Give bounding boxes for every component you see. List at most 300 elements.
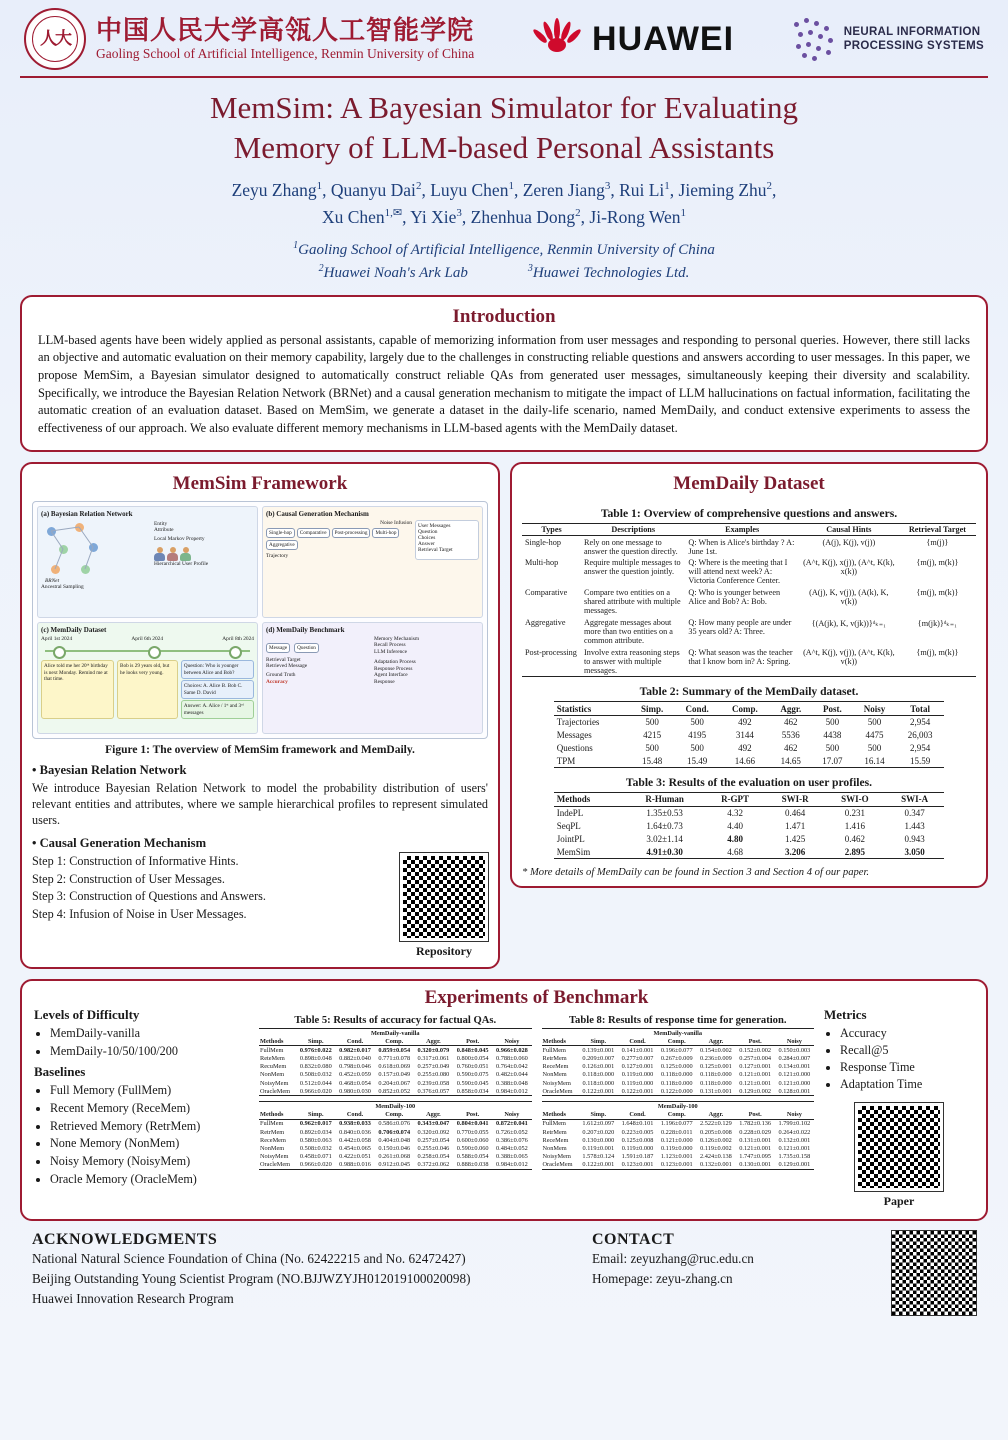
t8h-r5-c6: 0.129±0.001 [775, 1161, 814, 1170]
fig-d-retrieval-target: Retrieval Target [266, 656, 301, 663]
t3-r2-c0: JointPL [556, 833, 585, 844]
t8v-r2-c3: 0.125±0.000 [660, 1063, 693, 1071]
t5h-r5-c6: 0.984±0.012 [492, 1161, 531, 1170]
t5h-r3-c6: 0.484±0.052 [495, 1144, 528, 1152]
acknowledgments-block [32, 1231, 592, 1308]
t5v-r5-c2: 0.980±0.030 [335, 1087, 374, 1096]
t5v-r5-c4: 0.376±0.057 [414, 1087, 453, 1096]
t5h-r4-c3: 0.261±0.068 [378, 1153, 411, 1161]
t2-r2-c2: 500 [690, 742, 704, 753]
affiliation-3: $^3$Huawei Technologies Ltd. [527, 263, 690, 282]
t8v-r2-c1: 0.126±0.001 [582, 1063, 615, 1071]
title-block [14, 78, 994, 287]
t8h-r1-c0: RetrMem [542, 1128, 567, 1136]
t5h-r2-c1: 0.580±0.063 [299, 1136, 332, 1144]
t5h-r0-c0: FullMem [260, 1120, 284, 1128]
t1-r0-c0: Single-hop [525, 537, 561, 547]
t5h-r2-c3: 0.404±0.048 [378, 1136, 411, 1144]
t5h-r0-c2: 0.938±0.033 [339, 1120, 371, 1128]
fig-b-postproc: Post-processing [332, 528, 371, 538]
t3-r3-c3: 3.206 [766, 845, 825, 858]
table-row [522, 587, 976, 617]
fig-d-adaptation-process: Adaptation Process [374, 658, 416, 665]
t1-h4: Retrieval Target [899, 523, 976, 536]
t8v-r1-c0: RetrMem [542, 1055, 567, 1063]
t5v-r3-c5: 0.590±0.075 [456, 1071, 489, 1079]
t8h-r0-c3: 1.196±0.077 [660, 1120, 693, 1128]
table-row [542, 1136, 815, 1144]
t5h-r3-c5: 0.590±0.060 [456, 1144, 489, 1152]
t2-r3-c3: 14.66 [720, 754, 770, 767]
table-2-header-row [554, 702, 944, 716]
t8-group-100: MemDaily-100 [542, 1102, 815, 1111]
t1-r3-c1: Aggregate messages about more than two entities on a common attribute. [584, 618, 673, 646]
t5v-r5-c3: 0.852±0.052 [375, 1087, 414, 1096]
t3-r3-c0: MemSim [554, 845, 625, 858]
t8b-h4: Aggr. [696, 1111, 735, 1120]
t5v-r1-c0: ReteMem [260, 1055, 285, 1063]
table-1-header-row [522, 523, 976, 536]
t8-h5: Post. [736, 1037, 775, 1046]
metric-item: • Adaptation Time [840, 1076, 974, 1093]
table-row [259, 1119, 532, 1128]
t8-h0: Methods [542, 1037, 579, 1046]
paper-title-line-1: MemSim: A Bayesian Simulator for Evaluating [209, 90, 799, 125]
t8h-r1-c4: 0.205±0.008 [700, 1128, 732, 1136]
t8-h4: Aggr. [696, 1037, 735, 1046]
table-row [542, 1153, 815, 1161]
t5v-r0-c3: 0.859±0.054 [378, 1046, 411, 1054]
t2-r3-c5: 17.07 [812, 754, 853, 767]
t2-r1-c7: 26,003 [907, 730, 933, 741]
t5b-h2: Cond. [335, 1111, 374, 1120]
t8h-r5-c3: 0.123±0.001 [657, 1161, 696, 1170]
t5v-r3-c1: 0.508±0.032 [299, 1071, 332, 1079]
difficulty-item: • MemDaily-10/50/100/200 [50, 1043, 249, 1061]
t3-h3: SWI-R [766, 793, 825, 807]
t5b-h5: Post. [453, 1111, 492, 1120]
experiments-right-column [824, 983, 974, 1209]
t3-r1-c1: 1.64±0.73 [646, 821, 683, 832]
t5v-r3-c6: 0.482±0.044 [495, 1071, 528, 1079]
fig-b-trajectory: Trajectory [266, 553, 289, 560]
t8v-r2-c2: 0.127±0.001 [621, 1063, 654, 1071]
figure-panel-c-label: (c) MemDaily Dataset [41, 625, 107, 634]
t8-h2: Cond. [618, 1037, 657, 1046]
t5h-r3-c1: 0.508±0.032 [299, 1144, 332, 1152]
t8v-r1-c6: 0.284±0.007 [778, 1055, 811, 1063]
neurips-network-icon [790, 16, 836, 62]
fig-b-retrieval-target: Retrieval Target [418, 546, 453, 553]
t1-r0-c2: Q: When is Alice's birthday ? A: June 1st. [688, 537, 795, 556]
t5h-r0-c4: 0.343±0.047 [417, 1120, 450, 1128]
t8v-r2-c4: 0.125±0.001 [700, 1063, 732, 1071]
fig-b-comparative: Comparative [297, 528, 330, 538]
t8v-r4-c0: NoisyMem [542, 1079, 571, 1087]
t3-r1-c5: 1.443 [904, 821, 925, 832]
t2-r2-c3: 492 [738, 742, 752, 753]
t1-r2-c1: Compare two entities on a shared attribute with multiple messages. [584, 588, 681, 616]
fig-d-message: Message [266, 643, 290, 653]
t2-r0-c0: Trajectories [556, 717, 600, 728]
fig-b-question: Question [418, 528, 438, 535]
t8v-r0-c0: FullMem [542, 1046, 566, 1054]
table-row [522, 536, 976, 557]
table-row [542, 1161, 815, 1170]
t5h-r2-c2: 0.442±0.058 [339, 1136, 371, 1144]
contact-block [592, 1231, 892, 1289]
t8v-r3-c6: 0.121±0.000 [778, 1071, 811, 1079]
table-row [554, 820, 944, 833]
difficulty-item: • MemDaily-vanilla [50, 1025, 249, 1043]
experiments-middle-column [259, 983, 814, 1209]
fig-d-ground-truth: Ground Truth [266, 672, 296, 678]
t8h-r0-c1: 1.612±0.097 [582, 1120, 615, 1128]
contact-homepage[interactable]: Homepage: zeyu-zhang.cn [592, 1271, 733, 1287]
t1-h2: Examples [685, 523, 799, 536]
t1-h3: Causal Hints [799, 523, 899, 536]
paper-qr-block[interactable] [824, 1103, 974, 1209]
brnet-heading: • Bayesian Relation Network [32, 762, 187, 777]
t5v-r1-c3: 0.771±0.078 [378, 1055, 411, 1063]
t1-r4-c2: Q: What season was the teacher that I know born in? A: Spring. [685, 646, 799, 676]
fig-b-aggregative: Aggregative [266, 540, 298, 550]
fig-d-response-process: Response Process [374, 665, 413, 672]
t2-r1-c4: 5536 [781, 730, 800, 741]
t8b-h1: Simp. [579, 1111, 618, 1120]
t5h-r5-c4: 0.372±0.062 [414, 1161, 453, 1170]
t1-r3-c2: Q: How many people are under 35 years old? A: Three. [688, 618, 792, 637]
baseline-item: • Oracle Memory (OracleMem) [50, 1171, 249, 1189]
t8h-r5-c2: 0.123±0.001 [618, 1161, 657, 1170]
t8v-r1-c1: 0.209±0.007 [582, 1055, 615, 1063]
fig-a-item-sampling: Ancestral Sampling [41, 583, 84, 590]
t8v-r0-c6: 0.150±0.003 [778, 1046, 811, 1054]
t8h-r2-c5: 0.131±0.001 [739, 1136, 772, 1144]
table-row [542, 1071, 815, 1079]
table-row [259, 1144, 532, 1152]
t8v-r5-c5: 0.129±0.002 [736, 1087, 775, 1096]
table-row [259, 1079, 532, 1087]
t2-r1-c3: 3144 [735, 730, 754, 741]
t3-r0-c4: 0.231 [844, 808, 865, 819]
table-row [554, 715, 944, 728]
t8v-r4-c2: 0.119±0.000 [621, 1079, 654, 1087]
brnet-body: We introduce Bayesian Relation Network to model the probability distribution of users' relevant entities and attributes, where we sample hierarchical profiles to represent simulated users. [32, 780, 488, 828]
table-3 [554, 792, 944, 859]
t2-r1-c2: 4195 [688, 730, 707, 741]
introduction-title: Introduction [452, 305, 556, 327]
table-row [522, 646, 976, 676]
table-1-caption: Table 1: Overview of comprehensive questions and answers. [600, 506, 898, 520]
ack-line: Huawei Innovation Research Program [32, 1290, 234, 1306]
t8h-r4-c4: 2.424±0.138 [700, 1153, 732, 1161]
table-8-memdaily100 [542, 1101, 815, 1170]
t2-r1-c6: 4475 [865, 730, 884, 741]
table-row [522, 617, 976, 647]
table-row [554, 832, 944, 845]
t8h-r3-c4: 0.119±0.002 [700, 1144, 732, 1152]
table-row [259, 1054, 532, 1062]
t3-h4: SWI-O [825, 793, 885, 807]
t8h-r2-c4: 0.126±0.002 [700, 1136, 732, 1144]
t5h-r4-c1: 0.458±0.071 [299, 1153, 332, 1161]
t1-h0: Types [522, 523, 581, 536]
experiments-section [20, 979, 988, 1221]
t3-r2-c1: 3.02±1.14 [646, 833, 683, 844]
fig-c-message-2: Bob is 29 years old, but he looks very young. [117, 660, 178, 719]
t2-r0-c5: 500 [825, 717, 840, 728]
table-row [554, 806, 944, 819]
t8b-h2: Cond. [618, 1111, 657, 1120]
t8-h1: Simp. [579, 1037, 618, 1046]
t5h-r3-c3: 0.150±0.046 [378, 1144, 411, 1152]
t5v-r2-c1: 0.832±0.080 [299, 1063, 332, 1071]
fig-c-message-1: Alice told me her 20ᵗʰ birthday is next Monday. Remind me at that time. [41, 660, 114, 719]
fig-b-answer: Answer [418, 540, 435, 547]
t8v-r4-c6: 0.121±0.000 [778, 1079, 811, 1087]
introduction-section [20, 295, 988, 452]
t8h-r1-c3: 0.228±0.011 [660, 1128, 693, 1136]
brnet-caption: BRNet [45, 577, 60, 584]
table-row [554, 845, 944, 858]
t1-r0-c4: {m(j)} [926, 537, 949, 547]
fig-b-choices: Choices [418, 534, 436, 541]
t5v-r1-c4: 0.317±0.061 [417, 1055, 450, 1063]
t5v-r2-c0: RecuMem [260, 1063, 287, 1071]
t5v-r5-c1: 0.966±0.020 [296, 1087, 335, 1096]
huawei-wordmark: HUAWEI [592, 19, 735, 58]
t8v-r3-c2: 0.119±0.000 [621, 1071, 654, 1079]
t5v-r2-c4: 0.257±0.049 [417, 1063, 450, 1071]
t2-h4: Aggr. [770, 702, 812, 716]
t8h-r2-c1: 0.130±0.000 [582, 1136, 615, 1144]
t8h-r4-c5: 1.747±0.095 [739, 1153, 772, 1161]
table-8-block [542, 1011, 815, 1170]
t2-r2-c5: 500 [825, 742, 840, 753]
t3-r1-c0: SeqPL [556, 821, 581, 832]
t8v-r2-c0: ReceMem [542, 1063, 569, 1071]
t5h-r1-c3: 0.706±0.074 [378, 1128, 411, 1136]
repository-qr-label: Repository [416, 943, 472, 958]
t1-r1-c3: (A^t, K(j), x(j)), (A^t, K(k), x(k)) [803, 558, 895, 577]
baseline-item: • None Memory (NonMem) [50, 1135, 249, 1153]
repository-qr-code[interactable] [400, 853, 488, 941]
framework-section [20, 462, 500, 969]
t1-r0-c1: Rely on one message to answer the question directly. [584, 537, 678, 556]
t5-h0: Methods [259, 1037, 296, 1046]
brnet-heading-text: Bayesian Relation Network [39, 762, 187, 777]
t5b-h6: Noisy [492, 1111, 531, 1120]
t5h-r2-c4: 0.257±0.054 [417, 1136, 450, 1144]
t8v-r4-c5: 0.121±0.001 [739, 1079, 772, 1087]
table-row [259, 1153, 532, 1161]
t3-r1-c4: 1.416 [844, 821, 865, 832]
contact-email[interactable]: Email: zeyuzhang@ruc.edu.cn [592, 1251, 754, 1267]
t8h-r0-c6: 1.799±0.102 [778, 1120, 811, 1128]
memdaily-footnote: * More details of MemDaily can be found in Section 3 and Section 4 of our paper. [522, 867, 870, 878]
t8h-r1-c2: 0.223±0.005 [621, 1128, 654, 1136]
t2-h3: Comp. [720, 702, 770, 716]
t5v-r3-c4: 0.255±0.080 [417, 1071, 450, 1079]
table-row [259, 1136, 532, 1144]
table-2-caption: Table 2: Summary of the MemDaily dataset. [639, 685, 859, 699]
t5h-r1-c6: 0.726±0.052 [495, 1128, 528, 1136]
fig-b-noise: Noise Infusion [380, 519, 412, 526]
footer-qr-block[interactable] [892, 1231, 976, 1315]
table-5-caption: Table 5: Results of accuracy for factual QAs. [294, 1014, 497, 1026]
ruc-seal-glyph: 人大 [40, 29, 70, 49]
t5-group-vanilla: MemDaily-vanilla [259, 1028, 532, 1037]
t5h-r1-c4: 0.320±0.092 [417, 1128, 450, 1136]
cgm-step-3: Step 3: Construction of Questions and Answers. [32, 889, 266, 904]
t3-r3-c5: 3.050 [885, 845, 944, 858]
t5v-r0-c2: 0.982±0.017 [339, 1046, 371, 1054]
table-row [554, 742, 944, 755]
t5v-r0-c5: 0.848±0.045 [456, 1046, 489, 1054]
t1-r2-c3: (A(j), K, v(j)), (A(k), K, v(k)) [809, 588, 889, 607]
t5-h1: Simp. [296, 1037, 335, 1046]
table-row [542, 1144, 815, 1152]
t8v-r2-c6: 0.134±0.001 [778, 1063, 811, 1071]
t2-r3-c7: 15.59 [896, 754, 944, 767]
t3-r2-c2: 4.80 [727, 833, 743, 844]
t2-h6: Noisy [853, 702, 896, 716]
t5-h5: Post. [453, 1037, 492, 1046]
t5-h3: Comp. [375, 1037, 414, 1046]
repository-qr-block[interactable] [400, 853, 488, 959]
cgm-heading-text: Causal Generation Mechanism [39, 835, 207, 850]
t2-r2-c6: 500 [867, 742, 882, 753]
t5h-r0-c5: 0.804±0.041 [456, 1120, 489, 1128]
t5h-r5-c3: 0.912±0.045 [375, 1161, 414, 1170]
fig-b-side-panel [415, 520, 479, 561]
university-name-cn: 中国人民大学高瓴人工智能学院 [96, 15, 475, 45]
t8h-r2-c6: 0.132±0.001 [778, 1136, 811, 1144]
fig-d-question: Question [294, 643, 319, 653]
t5v-r1-c1: 0.898±0.048 [299, 1055, 332, 1063]
t8b-h5: Post. [736, 1111, 775, 1120]
acknowledgments-title: ACKNOWLEDGMENTS [32, 1231, 218, 1249]
t8v-r1-c5: 0.257±0.004 [739, 1055, 772, 1063]
t2-r3-c0: TPM [554, 754, 630, 767]
fig-a-item-entity: Entity [154, 520, 168, 527]
t8h-r5-c4: 0.132±0.001 [696, 1161, 735, 1170]
t3-r3-c2: 4.68 [705, 845, 766, 858]
fig-c-timeline [45, 650, 250, 652]
figure-panel-d-label: (d) MemDaily Benchmark [266, 625, 345, 634]
t8h-r5-c1: 0.122±0.001 [579, 1161, 618, 1170]
table-8-caption: Table 8: Results of response time for generation. [568, 1014, 787, 1026]
fig-d-retrieved-message: Retrieved Message [266, 663, 308, 670]
t3-r0-c5: 0.347 [904, 808, 925, 819]
t2-r3-c1: 15.48 [630, 754, 674, 767]
neurips-logo-block [790, 16, 984, 62]
t8h-r1-c6: 0.264±0.022 [778, 1128, 811, 1136]
t8h-r5-c5: 0.130±0.001 [736, 1161, 775, 1170]
baseline-item: • Noisy Memory (NoisyMem) [50, 1153, 249, 1171]
fig-d-llm-inference: LLM Inference [374, 649, 408, 655]
fig-c-answer: Answer: A. Alice / 1ˢᵗ and 3ʳᵈ messages [181, 700, 254, 719]
fig-c-choices: Choices: A. Alice B. Bob C. Same D. David [181, 680, 254, 699]
t3-h1: R-Human [625, 793, 705, 807]
t5v-r4-c4: 0.239±0.058 [417, 1079, 450, 1087]
t3-r3-c4: 2.895 [825, 845, 885, 858]
t8v-r3-c5: 0.121±0.001 [739, 1071, 772, 1079]
t2-r2-c0: Questions [556, 742, 593, 753]
t5h-r4-c0: NoisyMem [260, 1153, 289, 1161]
t8h-r3-c3: 0.119±0.000 [660, 1144, 693, 1152]
t5h-r3-c2: 0.454±0.065 [339, 1144, 371, 1152]
t2-r0-c3: 492 [738, 717, 752, 728]
table-5-vanilla [259, 1028, 532, 1097]
t8-group-vanilla: MemDaily-vanilla [542, 1028, 815, 1037]
t5h-r0-c6: 0.872±0.041 [495, 1120, 528, 1128]
table-row [542, 1046, 815, 1055]
cgm-step-4: Step 4: Infusion of Noise in User Messages. [32, 906, 247, 921]
t8v-r1-c2: 0.277±0.007 [621, 1055, 654, 1063]
table-row [542, 1063, 815, 1071]
footer-qr-code[interactable] [892, 1231, 976, 1315]
t8v-r0-c1: 0.139±0.001 [582, 1046, 615, 1054]
table-row [542, 1079, 815, 1087]
t5v-r0-c1: 0.976±0.022 [299, 1046, 332, 1054]
t1-r2-c4: {m(j), m(k)} [916, 588, 959, 598]
table-3-caption: Table 3: Results of the evaluation on user profiles. [625, 776, 873, 790]
t5v-r5-c0: OracleMem [259, 1087, 296, 1096]
t5h-r1-c0: RetrMem [260, 1128, 285, 1136]
t8v-r5-c3: 0.122±0.000 [657, 1087, 696, 1096]
t2-h1: Simp. [630, 702, 674, 716]
t5b-h0: Methods [259, 1111, 296, 1120]
ack-line: Beijing Outstanding Young Scientist Program (NO.BJJWZYJH012019100020098) [32, 1271, 471, 1287]
table-row [259, 1063, 532, 1071]
figure-panel-d [262, 622, 483, 734]
t8v-r5-c4: 0.131±0.001 [696, 1087, 735, 1096]
t8h-r4-c1: 1.578±0.124 [582, 1153, 615, 1161]
poster-footer [32, 1231, 976, 1315]
t3-h5: SWI-A [885, 793, 944, 807]
t5v-r4-c0: NoisyMem [260, 1079, 289, 1087]
t1-r2-c0: Comparative [525, 588, 568, 598]
t8b-h6: Noisy [775, 1111, 814, 1120]
table-5-block [259, 1011, 532, 1170]
experiments-left-column [34, 983, 249, 1209]
t1-r1-c0: Multi-hop [525, 558, 559, 568]
table-row [542, 1054, 815, 1062]
paper-qr-code[interactable] [855, 1103, 943, 1191]
fig-c-question: Question: Who is younger between Alice and Bob? [181, 660, 254, 679]
framework-title: MemSim Framework [172, 472, 348, 494]
metrics-heading: Metrics [824, 1006, 867, 1022]
huawei-flower-icon [530, 18, 584, 60]
fig-b-multi-hop: Multi-hop [372, 528, 399, 538]
table-row [542, 1119, 815, 1128]
table-row [259, 1128, 532, 1136]
t5h-r0-c3: 0.586±0.076 [378, 1120, 411, 1128]
t5v-r1-c2: 0.882±0.040 [339, 1055, 371, 1063]
t8h-r3-c6: 0.121±0.001 [778, 1144, 811, 1152]
t5v-r4-c6: 0.388±0.048 [495, 1079, 528, 1087]
t3-r2-c5: 0.943 [904, 833, 925, 844]
t5v-r1-c5: 0.800±0.054 [456, 1055, 489, 1063]
difficulty-heading: Levels of Difficulty [34, 1006, 140, 1022]
t1-r3-c0: Aggregative [525, 618, 566, 628]
t5h-r4-c5: 0.588±0.054 [456, 1153, 489, 1161]
t8h-r2-c2: 0.125±0.008 [621, 1136, 654, 1144]
t5v-r2-c3: 0.618±0.069 [378, 1063, 411, 1071]
t1-r1-c2: Q: Where is the meeting that I will attend next week? A: Victoria Conference Center. [688, 558, 788, 586]
